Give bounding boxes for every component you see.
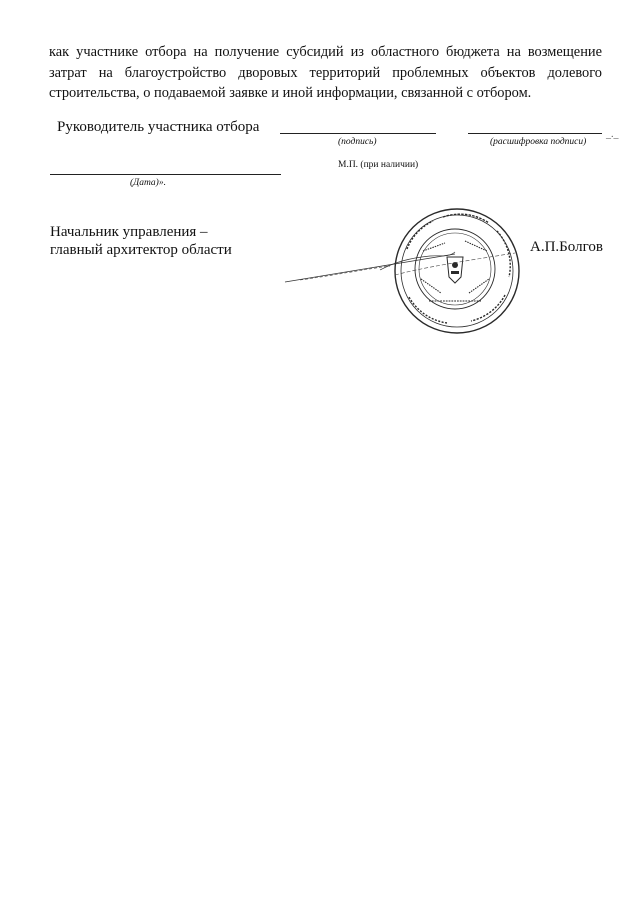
position-line-1: Начальник управления – [50, 224, 208, 240]
seal-caption: М.П. (при наличии) [338, 160, 419, 170]
date-line [50, 174, 281, 175]
signature-caption: (подпись) [338, 137, 377, 147]
signature-label: Руководитель участника отбора [57, 119, 260, 135]
position-title [50, 223, 232, 259]
signatory-name: А.П.Болгов [530, 239, 603, 255]
signature-line [280, 133, 436, 134]
decoding-line-tail: _._ [606, 129, 619, 140]
decoding-line [468, 133, 602, 134]
body-paragraph: как участнике отбора на получение субсидий из областного бюджета на возмещение затрат на благоустройство дворовых территорий проблемных объектов долевого строительства, о подаваемой заявке и иной информации, связанной с отбором. [49, 44, 602, 101]
official-seal-icon [385, 205, 525, 340]
date-caption: (Дата)». [130, 178, 166, 188]
position-line-2: главный архитектор области [50, 242, 232, 258]
decoding-caption: (расшифровка подписи) [490, 137, 587, 147]
